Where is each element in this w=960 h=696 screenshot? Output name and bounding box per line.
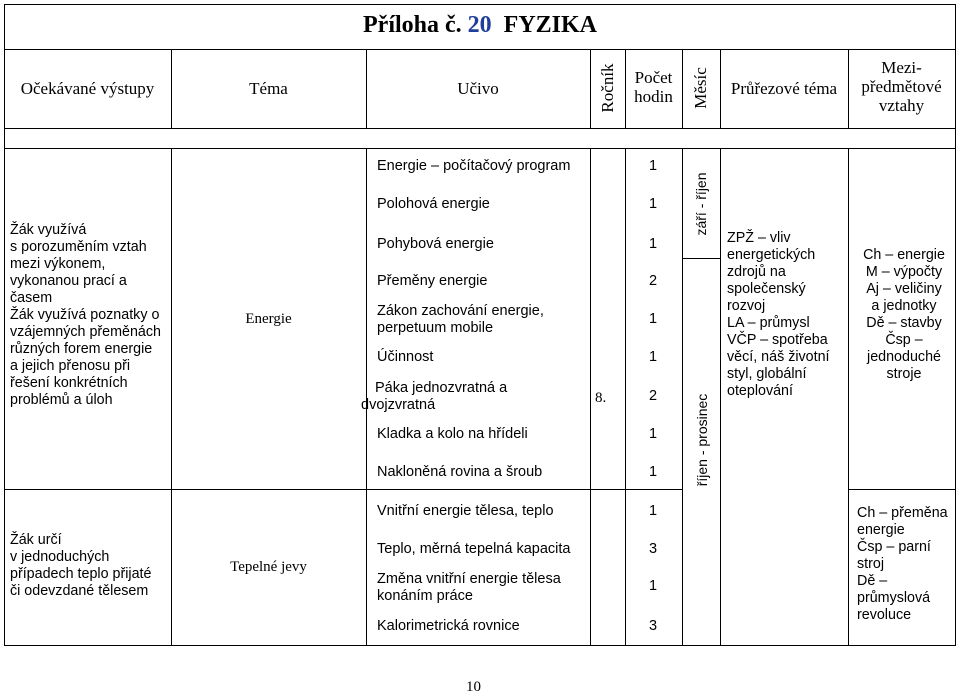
crosscutting-line: oteplování [727,383,793,399]
crosscutting-line: ZPŽ – vliv [727,230,791,246]
inter-subject-energy [855,247,953,383]
inter-subject-line: a jednotky [871,298,937,314]
crosscutting-line: věcí, náš životní [727,349,830,365]
curriculum-item: Teplo, měrná tepelná kapacita [377,541,571,557]
outcome-line: či odevzdané tělesem [10,583,149,599]
curriculum-item-line: Změna vnitřní energie tělesa [377,571,561,587]
hours-value: 3 [648,618,658,634]
hours-value: 2 [648,388,658,404]
inter-subject-line: revoluce [857,607,912,623]
crosscutting-energy [727,230,847,400]
curriculum-item-line: konáním práce [377,588,473,604]
outcome-line: a jejich přenosu při [10,358,131,374]
crosscutting-line: rozvoj [727,298,766,314]
inter-subject-line: Aj – veličiny [866,281,942,297]
crosscutting-line: VČP – spotřeba [727,332,828,348]
curriculum-item [377,571,561,605]
outcome-line: Žák určí [10,532,62,548]
hours-value: 2 [648,273,658,289]
header-hours [625,68,682,106]
curriculum-item-line: Zákon zachování energie, [377,303,544,319]
header-inter-subject [848,58,955,115]
header-crosscutting: Průřezové téma [730,79,838,98]
outcome-line: Žák využívá [10,222,87,238]
hours-value: 1 [648,236,658,252]
outcomes-heat [10,532,170,600]
curriculum-item-line: perpetuum mobile [377,320,494,336]
hours-value: 1 [648,426,658,442]
inter-subject-line: Čsp – [885,332,923,348]
hours-value: 1 [648,464,658,480]
hours-value: 1 [648,196,658,212]
page-title [0,12,960,39]
curriculum-item [377,303,544,337]
curriculum-item: Kalorimetrická rovnice [377,618,520,634]
inter-subject-line: stroj [857,556,885,572]
header-inter-line2: předmětové [861,77,942,96]
curriculum-item: Kladka a kolo na hřídeli [377,426,528,442]
hours-value: 1 [648,578,658,594]
hours-value: 1 [648,311,658,327]
header-hours-line1: Počet [634,68,673,87]
crosscutting-line: styl, globální [727,366,807,382]
inter-subject-line: stroje [886,366,922,382]
outcome-line: řešení konkrétních [10,375,128,391]
outcomes-energy [10,222,170,409]
title-subject: FYZIKA [503,12,597,38]
crosscutting-line: zdrojů na [727,264,786,280]
month-oct-dec: říjen - prosinec [694,393,710,487]
inter-subject-line: Dě – [857,573,888,589]
crosscutting-line: energetických [727,247,816,263]
outcome-line: vzájemných přeměnách [10,324,161,340]
inter-subject-line: M – výpočty [865,264,943,280]
hours-value: 3 [648,541,658,557]
inter-subject-line: Dě – stavby [866,315,942,331]
header-month: Měsíc [691,67,710,109]
month-sep-oct: září - říjen [693,172,709,236]
inter-subject-line: průmyslová [857,590,931,606]
inter-subject-line: Ch – energie [863,247,945,263]
outcome-line: případech teplo přijaté [10,566,152,582]
inter-subject-line: jednoduché [867,349,941,365]
header-hours-line2: hodin [634,87,673,106]
title-annex: Příloha č. [363,12,468,38]
curriculum-item: Účinnost [377,349,434,365]
hours-value: 1 [648,158,658,174]
curriculum-item: Pohybová energie [377,236,494,252]
header-curriculum: Učivo [457,79,499,98]
curriculum-item: Vnitřní energie tělesa, teplo [377,503,554,519]
hours-value: 1 [648,349,658,365]
inter-subject-heat [857,505,955,624]
header-grade: Ročník [598,63,617,113]
crosscutting-line: LA – průmysl [727,315,810,331]
outcome-line: časem [10,290,53,306]
header-inter-line3: vztahy [878,96,925,115]
header-outcomes: Očekávané výstupy [20,79,155,98]
outcome-line: v jednoduchých [10,549,110,565]
crosscutting-line: společenský [727,281,806,297]
inter-subject-line: Ch – přeměna [857,505,948,521]
hours-value: 1 [648,503,658,519]
inter-subject-line: energie [857,522,905,538]
outcome-line: různých forem energie [10,341,153,357]
outcome-line: mezi výkonem, [10,256,106,272]
curriculum-item-line: Páka jednozvratná a [375,380,508,396]
curriculum-item: Energie – počítačový program [377,158,571,174]
curriculum-item [361,380,507,414]
curriculum-item: Polohová energie [377,196,490,212]
outcome-line: problémů a úloh [10,392,113,408]
outcome-line: s porozuměním vztah [10,239,147,255]
inter-subject-line: Čsp – parní [857,539,931,555]
curriculum-item-line: dvojzvratná [361,397,436,413]
outcome-line: Žák využívá poznatky o [10,307,160,323]
grade-value: 8. [595,390,607,406]
curriculum-item: Nakloněná rovina a šroub [377,464,543,480]
curriculum-item: Přeměny energie [377,273,488,289]
outcome-line: vykonanou prací a [10,273,127,289]
page-number: 10 [466,679,481,695]
topic-energy: Energie [245,311,292,327]
header-inter-line1: Mezi- [881,58,922,77]
title-number: 20 [467,12,492,38]
header-topic: Téma [249,79,288,98]
topic-heat: Tepelné jevy [230,559,307,575]
